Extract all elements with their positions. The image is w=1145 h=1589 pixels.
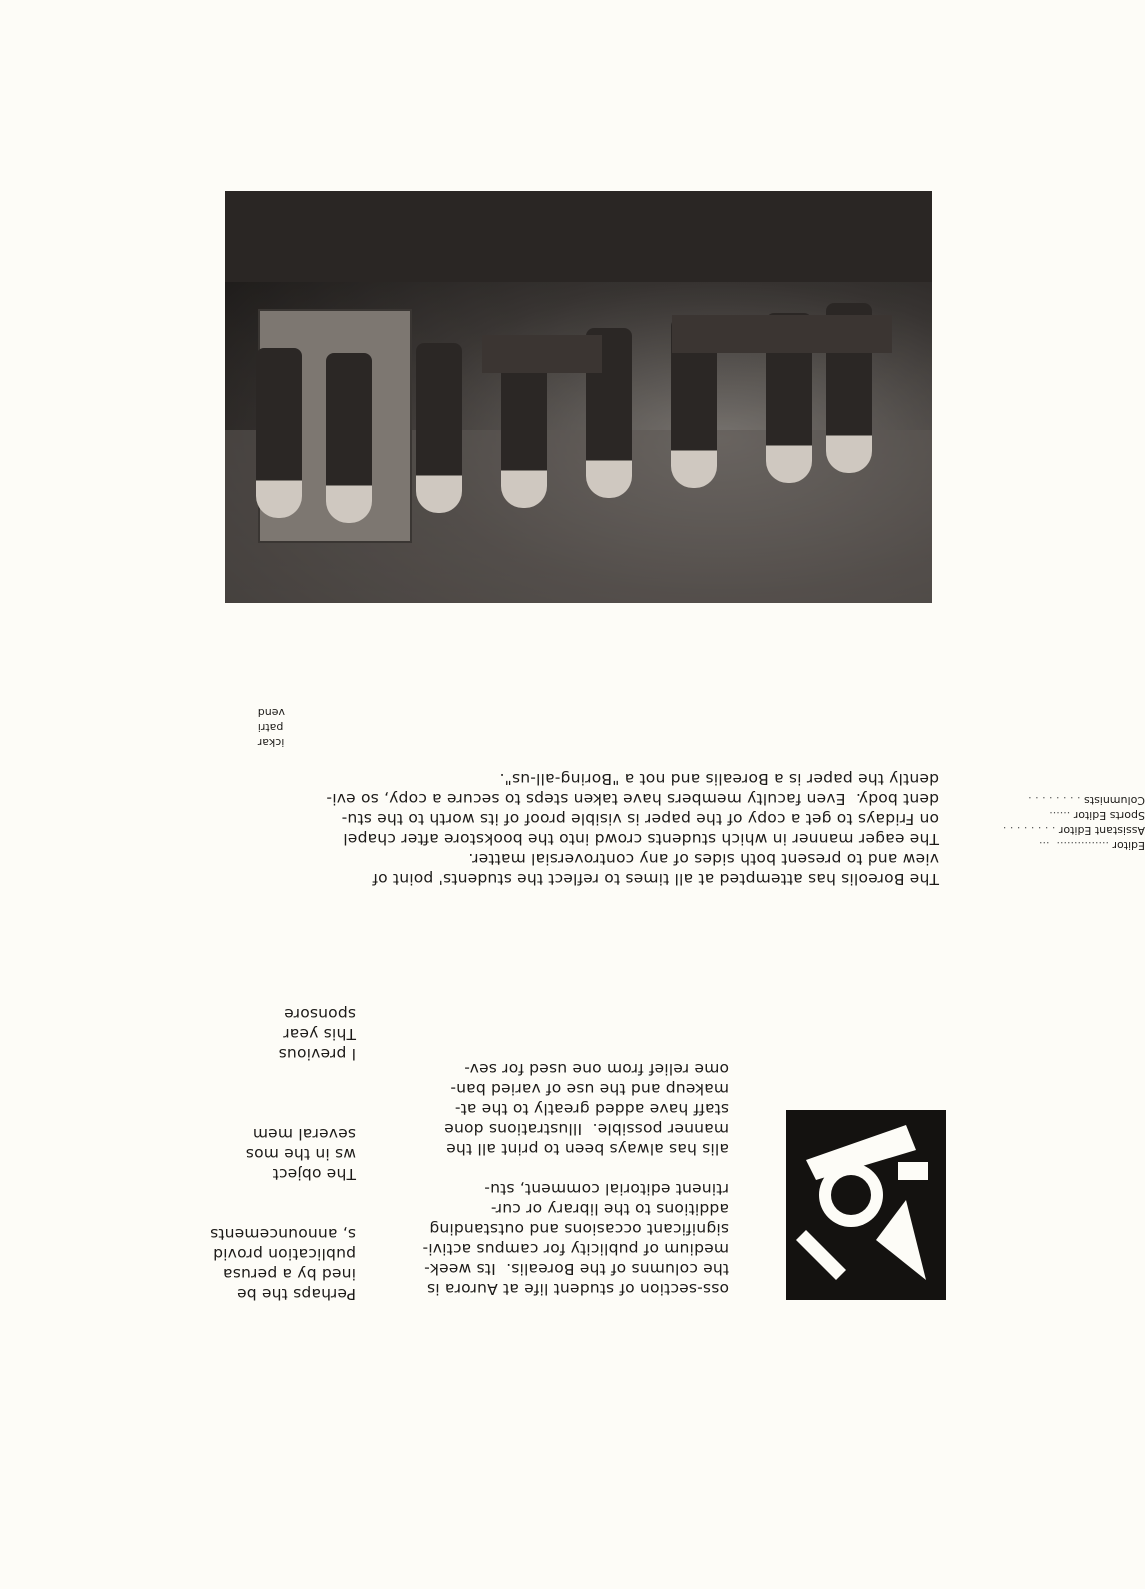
photo-floor bbox=[225, 191, 932, 282]
staff-role-dots: . . . . . . . . bbox=[1002, 824, 1059, 837]
text-line: view and to present both sides of any controversial matter. bbox=[468, 850, 939, 868]
staff-role-dots: ...... bbox=[1049, 809, 1074, 822]
text-line bbox=[210, 1064, 356, 1084]
text-line: dently the paper is a Borealis and not a "Boring-all-us". bbox=[499, 770, 939, 788]
body-paragraph bbox=[326, 769, 939, 889]
staff-name-fragments bbox=[258, 705, 285, 750]
text-line: The object bbox=[272, 1165, 356, 1183]
text-line: s, announcements bbox=[209, 1225, 356, 1243]
text-line: additions to the library or cur- bbox=[490, 1200, 729, 1218]
text-line: ome relief from one used for sev- bbox=[464, 1060, 729, 1078]
staff-role-label: Columnists bbox=[1084, 794, 1145, 807]
staff-photograph bbox=[225, 191, 932, 603]
left-column-text bbox=[210, 1004, 356, 1304]
text-line: Perhaps the be bbox=[236, 1285, 356, 1303]
text-line: l previous bbox=[278, 1045, 356, 1063]
staff-role-dots: ............... ... bbox=[1039, 839, 1113, 852]
staff-role-label: Assistant Editor bbox=[1058, 824, 1145, 837]
text-line: several mem bbox=[252, 1125, 356, 1143]
staff-role-list bbox=[1003, 793, 1145, 853]
right-column-text bbox=[422, 1059, 729, 1299]
text-line: This year bbox=[283, 1025, 356, 1043]
text-line: alis has always been to print all the bbox=[446, 1140, 729, 1158]
text-line bbox=[210, 1204, 356, 1224]
photo-figure bbox=[326, 353, 372, 523]
text-line: the columns of the Borealis. Its week- bbox=[423, 1260, 729, 1278]
text-line: makeup and the use of varied ban- bbox=[450, 1080, 729, 1098]
staff-role-label: Editor bbox=[1112, 839, 1145, 852]
text-line: staff have added greatly to the at- bbox=[454, 1100, 729, 1118]
staff-role-label: Sports Editor bbox=[1073, 809, 1145, 822]
text-line: sponsore bbox=[284, 1005, 356, 1023]
text-line bbox=[422, 1159, 729, 1179]
photo-figure bbox=[416, 343, 462, 513]
text-line bbox=[210, 1104, 356, 1124]
woodcut-illustration bbox=[786, 1110, 946, 1300]
text-line: on Fridays to get a copy of the paper is visible proof of its worth to the stu- bbox=[341, 810, 939, 828]
text-line: The Boreolis has attempted at all times to reflect the students' point of bbox=[372, 870, 939, 888]
text-line: ined by a perusa bbox=[222, 1265, 356, 1283]
text-line: The eager manner in which students crowd into the bookstore after chapel bbox=[343, 830, 939, 848]
staff-role-row bbox=[1003, 838, 1145, 853]
staff-role-dots: . . . . . . . . bbox=[1028, 794, 1085, 807]
text-line: rtinent editorial comment, stu- bbox=[484, 1180, 729, 1198]
staff-name-fragment: vend bbox=[257, 706, 285, 719]
text-line: significant occasions and outstanding bbox=[429, 1220, 729, 1238]
text-line bbox=[210, 1184, 356, 1204]
photo-desk bbox=[482, 335, 602, 373]
text-line: dent body. Even faculty members have taken steps to secure a copy, so evi- bbox=[326, 790, 939, 808]
photo-desk bbox=[672, 315, 892, 353]
staff-name-fragment: patri bbox=[257, 721, 284, 734]
text-line: medium of publicity for campus activi- bbox=[422, 1240, 729, 1258]
text-line: manner possible. Illustrations done bbox=[444, 1120, 729, 1138]
staff-role-row bbox=[1003, 793, 1145, 808]
text-line: publication provid bbox=[212, 1245, 356, 1263]
text-line: oss-section of student life at Aurora is bbox=[426, 1280, 729, 1298]
staff-name-fragment: ickar bbox=[257, 736, 285, 749]
staff-role-row bbox=[1003, 808, 1145, 823]
staff-role-row bbox=[1003, 823, 1145, 838]
photo-figure bbox=[256, 348, 302, 518]
text-line: ws in the mos bbox=[245, 1145, 356, 1163]
woodcut-svg bbox=[786, 1110, 946, 1300]
text-line bbox=[210, 1084, 356, 1104]
